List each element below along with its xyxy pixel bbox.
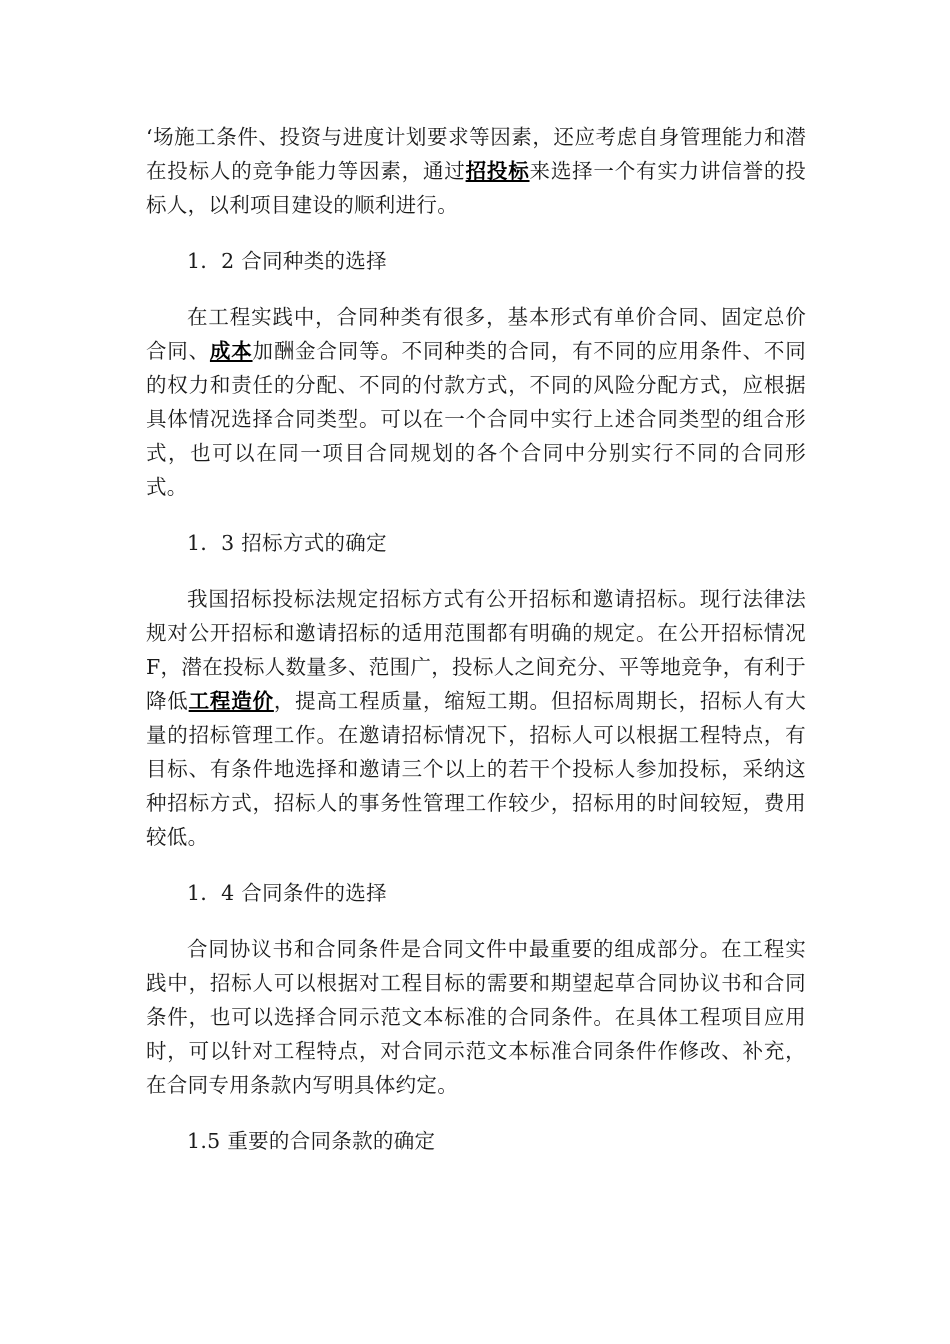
paragraph-text: 加酬金合同等。不同种类的合同，有不同的应用条件、不同的权力和责任的分配、不同的付款方式，不同的风险分配方式，应根据具体情况选择合同类型。可以在一个合同中实行上述合同类型的组合形式，也可以在同一项目合同规划的各个合同中分别实行不同的合同形式。 — [146, 339, 806, 499]
paragraph-bidding-methods — [146, 582, 806, 854]
paragraph-text: ‘场施工条件、投资与进度计划要求等因素，还应考虑自身管理能力和潜在投标人的竞争能力等因素，通过 — [146, 125, 806, 183]
keyword-link-gongchengzaojia[interactable]: 工程造价 — [188, 689, 274, 713]
paragraph-text: ，提高工程质量，缩短工期。但招标周期长，招标人有大量的招标管理工作。在邀请招标情况下，招标人可以根据工程特点，有目标、有条件地选择和邀请三个以上的若干个投标人参加投标，采纳这种招标方式，招标人的事务性管理工作较少，招标用的时间较短，费用较低。 — [146, 689, 807, 849]
section-heading-1-2: 1．2 合同种类的选择 — [187, 249, 387, 273]
paragraph-text: 来选择一个有实力讲信誉的投标人，以利项目建设的顺利进行。 — [146, 159, 806, 217]
paragraph-contract-conditions: 合同协议书和合同条件是合同文件中最重要的组成部分。在工程实践中，招标人可以根据对工程目标的需要和期望起草合同协议书和合同条件，也可以选择合同示范文本标准的合同条件。在具体工程项目应用时，可以针对工程特点，对合同示范文本标准合同条件作修改、补充，在合同专用条款内写明具体约定。 — [146, 937, 806, 1097]
paragraph-text: 在工程实践中，合同种类有很多，基本形式有单价合同、固定总价合同、 — [146, 305, 806, 363]
keyword-link-zhaotoubiao[interactable]: 招投标 — [465, 159, 530, 183]
paragraph-continuation — [146, 120, 806, 222]
document-page — [146, 120, 806, 1180]
section-heading-1-3: 1．3 招标方式的确定 — [187, 531, 387, 555]
section-heading-1-5: 1.5 重要的合同条款的确定 — [187, 1129, 436, 1153]
paragraph-contract-types — [146, 300, 806, 504]
paragraph-text: 我国招标投标法规定招标方式有公开招标和邀请招标。现行法律法规对公开招标和邀请招标的适用范围都有明确的规定。在公开招标情况F，潜在投标人数量多、范围广，投标人之间充分、平等地竞争，有利于降低 — [146, 587, 806, 713]
section-heading-1-4: 1．4 合同条件的选择 — [187, 881, 387, 905]
keyword-link-chengben[interactable]: 成本 — [209, 339, 253, 363]
